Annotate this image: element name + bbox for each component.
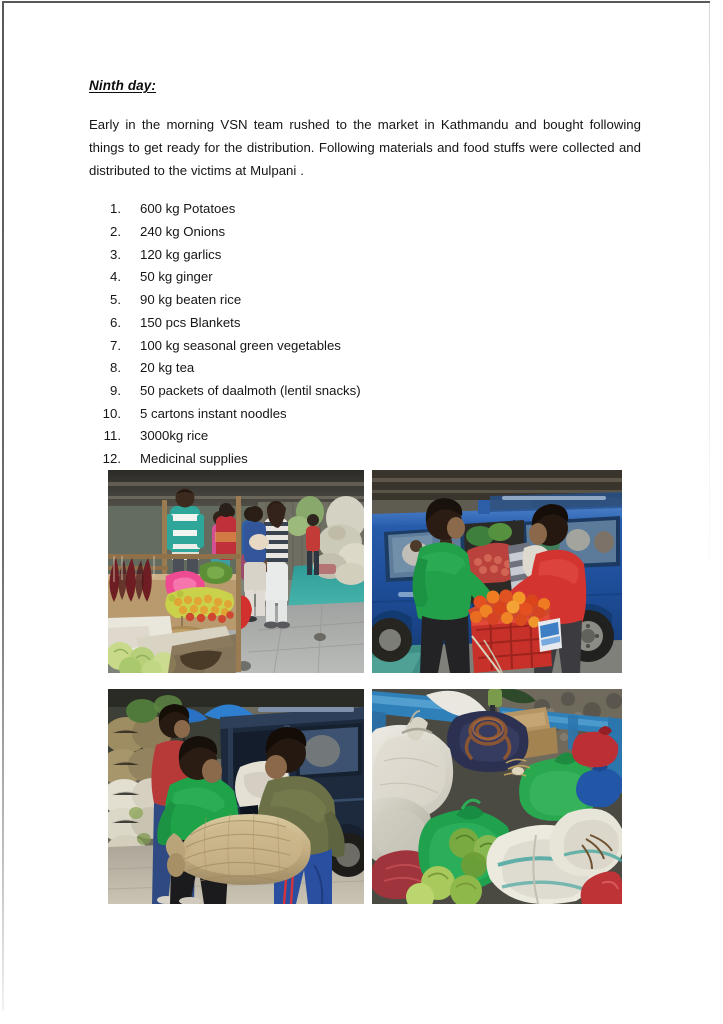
- list-item: [89, 448, 641, 471]
- photo-loaded-truck-bed: [372, 689, 622, 904]
- list-item-number: 12.: [102, 451, 121, 467]
- list-item-text: 240 kg Onions: [140, 224, 226, 239]
- list-item-text: 20 kg tea: [140, 360, 195, 376]
- list-item-number: 5.: [110, 292, 121, 308]
- list-item-number: 11.: [103, 428, 121, 444]
- list-item: [89, 312, 641, 335]
- photo-loading-tomato-crate: [372, 470, 622, 673]
- list-item: [89, 425, 641, 448]
- page-title: Ninth day:: [89, 78, 156, 93]
- list-item-text: 50 packets of daalmoth (lentil snacks): [140, 382, 361, 398]
- list-item-text: 150 pcs Blankets: [140, 314, 241, 330]
- list-item-number: 3.: [110, 246, 121, 262]
- list-item-text: 3000kg rice: [140, 428, 209, 444]
- list-item-number: 7.: [110, 337, 121, 353]
- list-item: [89, 380, 641, 403]
- list-item-text: 90 kg beaten rice: [140, 292, 242, 308]
- page-border-right: [709, 3, 710, 563]
- photo-loading-sack: [108, 689, 364, 904]
- list-item: [89, 357, 641, 380]
- page-border-top: [2, 1, 710, 3]
- list-item-text: Medicinal supplies: [140, 451, 248, 467]
- list-item-number: 8.: [110, 360, 121, 376]
- supplies-list: [89, 198, 641, 470]
- list-item-number: 1.: [110, 201, 121, 217]
- list-item: [89, 266, 641, 289]
- intro-paragraph: Early in the morning VSN team rushed to the market in Kathmandu and bought following things to get ready for the distribution. Following materials and food stuffs were collected and distributed to the victims at Mulpani .: [89, 117, 641, 178]
- list-item-text: 50 kg ginger: [140, 269, 213, 285]
- photo-row-bottom: [108, 689, 622, 904]
- list-item-text: 5 cartons instant noodles: [140, 405, 287, 421]
- photo-market-stall: [108, 470, 364, 673]
- list-item: [89, 403, 641, 426]
- document-content: [89, 78, 641, 471]
- list-item-number: 4.: [110, 269, 121, 285]
- list-item-number: 6.: [110, 314, 121, 330]
- list-item: [89, 244, 641, 267]
- list-item: [89, 198, 641, 221]
- list-item: [89, 289, 641, 312]
- page-border-left: [2, 1, 4, 1011]
- list-item: [89, 221, 641, 244]
- list-item: [89, 335, 641, 358]
- list-item-number: 2.: [110, 224, 121, 239]
- list-item-text: 120 kg garlics: [140, 246, 222, 262]
- list-item-text: 600 kg Potatoes: [140, 201, 236, 217]
- photo-grid: [108, 470, 622, 920]
- photo-row-top: [108, 470, 622, 673]
- list-item-number: 9.: [110, 382, 121, 398]
- list-item-number: 10.: [102, 405, 121, 421]
- list-item-text: 100 kg seasonal green vegetables: [140, 337, 341, 353]
